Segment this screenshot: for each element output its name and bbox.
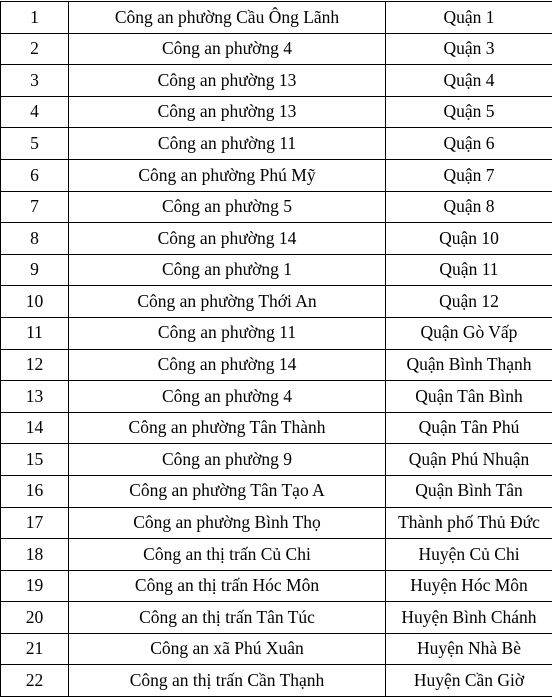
row-number-cell: 3	[1, 65, 69, 97]
district-cell: Quận 4	[386, 65, 552, 97]
police-unit-cell: Công an phường 11	[69, 128, 386, 160]
table-row	[1, 381, 552, 413]
table-row	[1, 665, 552, 697]
district-cell: Huyện Bình Chánh	[386, 602, 552, 634]
police-unit-cell: Công an phường 9	[69, 444, 386, 476]
district-cell: Huyện Cần Giờ	[386, 665, 552, 697]
police-unit-cell: Công an phường Tân Thành	[69, 412, 386, 444]
district-cell: Quận Bình Thạnh	[386, 349, 552, 381]
district-cell: Quận 12	[386, 286, 552, 318]
table-row	[1, 475, 552, 507]
district-cell: Quận 6	[386, 128, 552, 160]
row-number-cell: 16	[1, 475, 69, 507]
table-row	[1, 633, 552, 665]
table-row	[1, 65, 552, 97]
table-row	[1, 317, 552, 349]
district-cell: Quận Phú Nhuận	[386, 444, 552, 476]
row-number-cell: 20	[1, 602, 69, 634]
district-cell: Huyện Nhà Bè	[386, 633, 552, 665]
police-unit-cell: Công an phường 13	[69, 96, 386, 128]
police-unit-cell: Công an phường Phú Mỹ	[69, 159, 386, 191]
table-row	[1, 254, 552, 286]
row-number-cell: 19	[1, 570, 69, 602]
table-row	[1, 570, 552, 602]
row-number-cell: 14	[1, 412, 69, 444]
police-unit-cell: Công an phường 11	[69, 317, 386, 349]
row-number-cell: 1	[1, 2, 69, 34]
police-unit-cell: Công an phường Cầu Ông Lãnh	[69, 2, 386, 34]
row-number-cell: 15	[1, 444, 69, 476]
row-number-cell: 10	[1, 286, 69, 318]
row-number-cell: 6	[1, 159, 69, 191]
district-cell: Thành phố Thủ Đức	[386, 507, 552, 539]
table-row	[1, 223, 552, 255]
police-unit-cell: Công an phường 14	[69, 349, 386, 381]
table-row	[1, 128, 552, 160]
table-row	[1, 96, 552, 128]
row-number-cell: 2	[1, 33, 69, 65]
row-number-cell: 4	[1, 96, 69, 128]
district-cell: Quận Bình Tân	[386, 475, 552, 507]
table-row	[1, 33, 552, 65]
row-number-cell: 17	[1, 507, 69, 539]
table-row	[1, 2, 552, 34]
police-unit-cell: Công an thị trấn Tân Túc	[69, 602, 386, 634]
police-unit-cell: Công an phường 14	[69, 223, 386, 255]
table-row	[1, 412, 552, 444]
district-cell: Huyện Củ Chi	[386, 539, 552, 571]
row-number-cell: 22	[1, 665, 69, 697]
table-row	[1, 539, 552, 571]
police-unit-cell: Công an phường Bình Thọ	[69, 507, 386, 539]
district-cell: Quận 8	[386, 191, 552, 223]
table-row	[1, 349, 552, 381]
district-cell: Quận Gò Vấp	[386, 317, 552, 349]
police-unit-cell: Công an phường 4	[69, 381, 386, 413]
row-number-cell: 12	[1, 349, 69, 381]
police-unit-cell: Công an phường Thới An	[69, 286, 386, 318]
district-cell: Quận 5	[386, 96, 552, 128]
table-row	[1, 159, 552, 191]
district-cell: Quận 7	[386, 159, 552, 191]
police-unit-cell: Công an phường Tân Tạo A	[69, 475, 386, 507]
police-unit-cell: Công an phường 13	[69, 65, 386, 97]
police-unit-cell: Công an xã Phú Xuân	[69, 633, 386, 665]
district-cell: Quận Tân Phú	[386, 412, 552, 444]
police-unit-cell: Công an thị trấn Cần Thạnh	[69, 665, 386, 697]
row-number-cell: 8	[1, 223, 69, 255]
table-row	[1, 286, 552, 318]
table-row	[1, 507, 552, 539]
district-cell: Quận 1	[386, 2, 552, 34]
row-number-cell: 9	[1, 254, 69, 286]
district-cell: Huyện Hóc Môn	[386, 570, 552, 602]
row-number-cell: 18	[1, 539, 69, 571]
row-number-cell: 21	[1, 633, 69, 665]
district-cell: Quận 10	[386, 223, 552, 255]
row-number-cell: 5	[1, 128, 69, 160]
police-unit-cell: Công an phường 1	[69, 254, 386, 286]
police-unit-cell: Công an phường 4	[69, 33, 386, 65]
police-unit-cell: Công an thị trấn Củ Chi	[69, 539, 386, 571]
row-number-cell: 7	[1, 191, 69, 223]
table-row	[1, 602, 552, 634]
district-cell: Quận Tân Bình	[386, 381, 552, 413]
table-row	[1, 191, 552, 223]
police-units-table	[0, 1, 552, 697]
police-unit-cell: Công an phường 5	[69, 191, 386, 223]
district-cell: Quận 11	[386, 254, 552, 286]
table-row	[1, 444, 552, 476]
row-number-cell: 11	[1, 317, 69, 349]
row-number-cell: 13	[1, 381, 69, 413]
district-cell: Quận 3	[386, 33, 552, 65]
police-unit-cell: Công an thị trấn Hóc Môn	[69, 570, 386, 602]
